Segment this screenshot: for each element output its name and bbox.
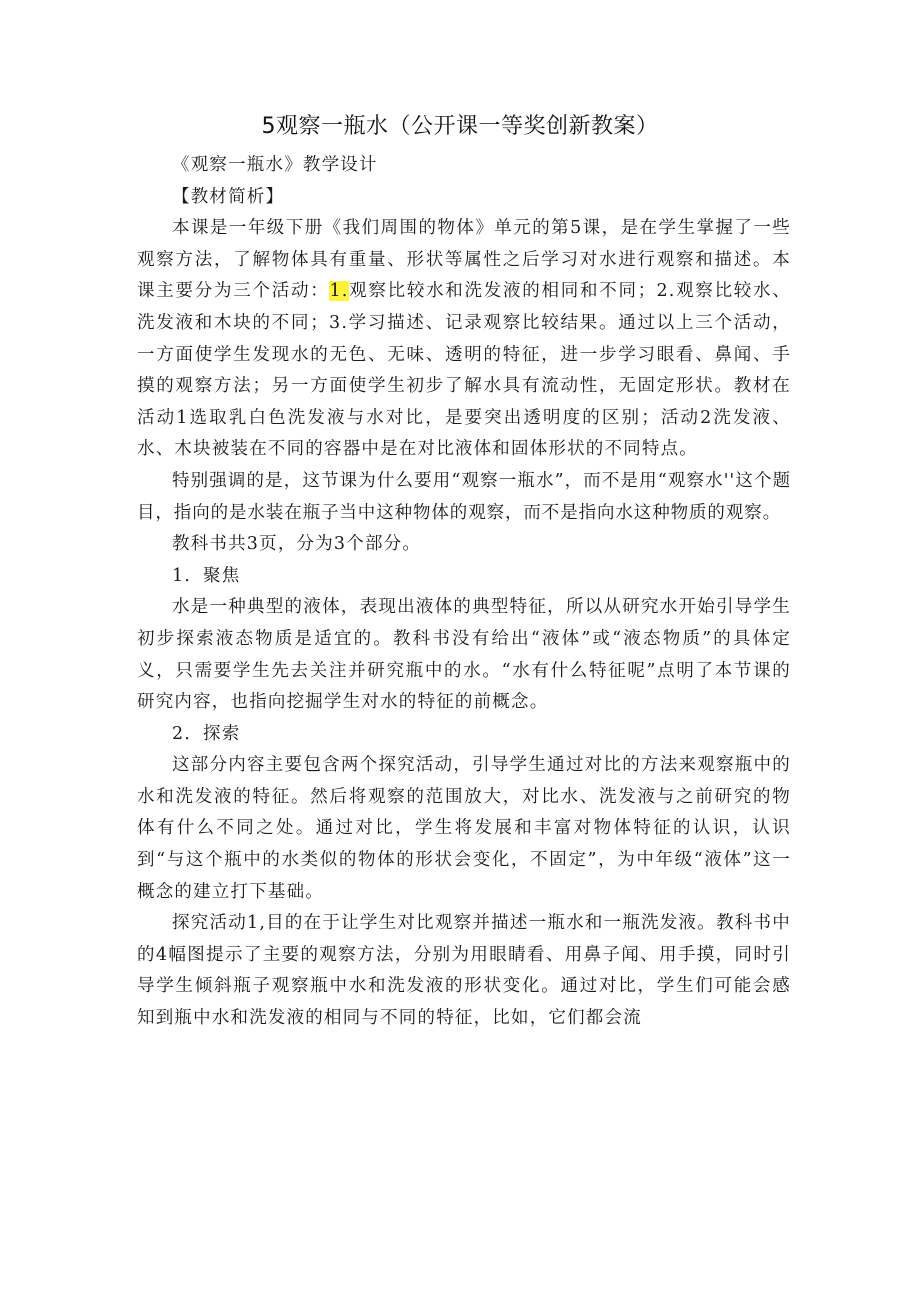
paragraph-textbook-pages: 教科书共3页，分为3个部分。 — [172, 534, 422, 555]
paragraph-focus: 水是一种典型的液体，表现出液体的典型特征，所以从研究水开始引导学生初步探索液态物质是适宜的。教科书没有给出“液体”或“液态物质”的具体定义，只需要学生先去关注并研究瓶中的水。“水有什么特征呢”点明了本节课的研究内容，也指向挖掘学生对水的特征的前概念。 — [137, 597, 791, 713]
paragraph-explore: 这部分内容主要包含两个探究活动，引导学生通过对比的方法来观察瓶中的水和洗发液的特征。然后将观察的范围放大，对比水、洗发液与之前研究的物体有什么不同之处。通过对比，学生将发展和丰富对物体特征的认识，认识到“与这个瓶中的水类似的物体的形状会变化，不固定”，为中年级“液体”这一概念的建立打下基础。 — [137, 755, 791, 902]
paragraph-intro-part1: 本课是一年级下册《我们周围的物体》单元的第5课，是在学生掌握了一些观察方法，了解物体具有重量、形状等属性之后学习对水进行观察和描述。本课主要分为三个活动： — [137, 218, 791, 302]
section-heading: 【教材简析】 — [172, 186, 285, 207]
highlighted-text: 1. — [329, 281, 349, 302]
heading-focus: 1．聚焦 — [172, 565, 241, 586]
document-body — [137, 150, 791, 1035]
paragraph-intro-part2: 观察比较水和洗发液的相同和不同；2.观察比较水、洗发液和木块的不同；3.学习描述、记录观察比较结果。通过以上三个活动，一方面使学生发现水的无色、无味、透明的特征，进一步学习眼看、鼻闻、手摸的观察方法；另一方面使学生初步了解水具有流动性，无固定形状。教材在活动1选取乳白色洗发液与水对比，是要突出透明度的区别；活动2洗发液、水、木块被装在不同的容器中是在对比液体和固体形状的不同特点。 — [137, 281, 791, 460]
paragraph-emphasis: 特别强调的是，这节课为什么要用“观察一瓶水”，而不是用“观察水''这个题目，指向的是水装在瓶子当中这种物体的观察，而不是指向水这种物质的观察。 — [137, 470, 791, 523]
paragraph-intro — [137, 213, 791, 466]
document-title: 5观察一瓶水（公开课一等奖创新教案） — [261, 114, 659, 139]
paragraph-activity1: 探究活动1,目的在于让学生对比观察并描述一瓶水和一瓶洗发液。教科书中的4幅图提示了主要的观察方法，分别为用眼睛看、用鼻子闻、用手摸，同时引导学生倾斜瓶子观察瓶中水和洗发液的形状变化。通过对比，学生们可能会感知到瓶中水和洗发液的相同与不同的特征，比如，它们都会流 — [137, 913, 791, 1029]
document-subtitle: 《观察一瓶水》教学设计 — [172, 155, 378, 175]
heading-explore: 2．探索 — [172, 723, 241, 744]
